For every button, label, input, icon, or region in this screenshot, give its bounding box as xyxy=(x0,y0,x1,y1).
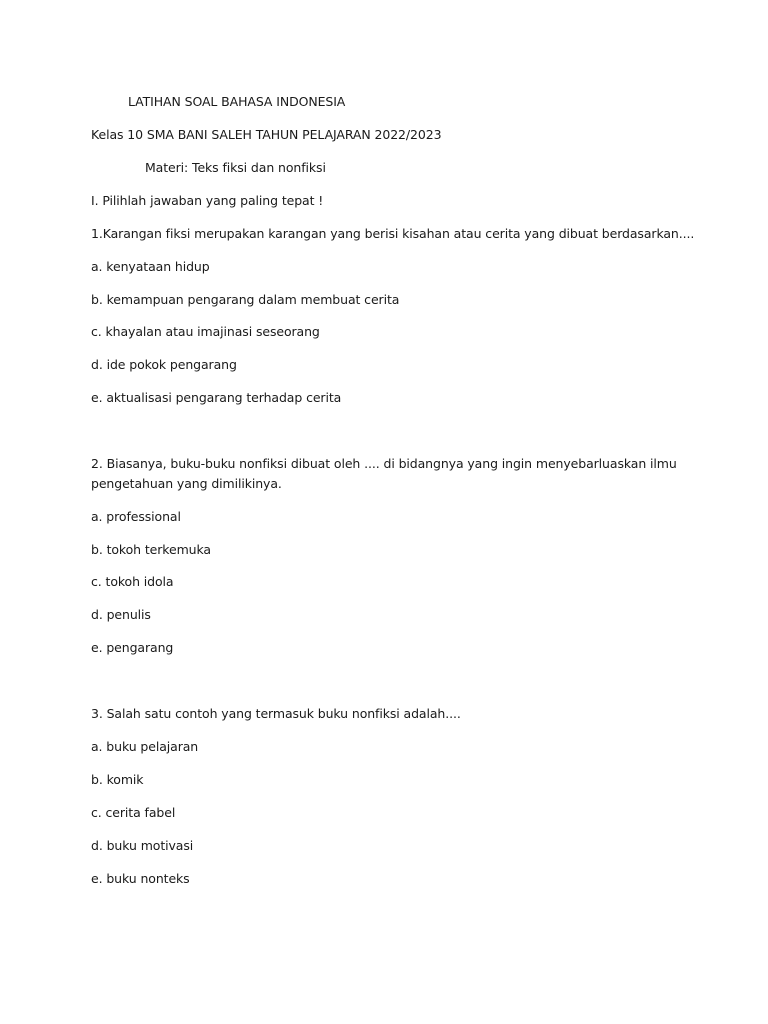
question-1-option-a: a. kenyataan hidup xyxy=(91,259,210,274)
question-2-option-c: c. tokoh idola xyxy=(91,574,174,589)
question-3-text: 3. Salah satu contoh yang termasuk buku nonfiksi adalah.... xyxy=(91,706,461,721)
class-info: Kelas 10 SMA BANI SALEH TAHUN PELAJARAN 2022/2023 xyxy=(91,127,442,142)
question-3-option-a: a. buku pelajaran xyxy=(91,739,199,754)
material-info: Materi: Teks fiksi dan nonfiksi xyxy=(145,160,326,175)
question-3-option-d: d. buku motivasi xyxy=(91,838,194,853)
question-2-option-a: a. professional xyxy=(91,509,181,524)
instruction: I. Pilihlah jawaban yang paling tepat ! xyxy=(91,193,324,208)
question-1-option-c: c. khayalan atau imajinasi seseorang xyxy=(91,324,320,339)
question-3-option-c: c. cerita fabel xyxy=(91,805,176,820)
question-2-option-e: e. pengarang xyxy=(91,640,174,655)
question-2-option-d: d. penulis xyxy=(91,607,151,622)
question-2-text-line2: pengetahuan yang dimilikinya. xyxy=(91,476,282,491)
question-1-option-b: b. kemampuan pengarang dalam membuat cerita xyxy=(91,292,400,307)
question-3-option-b: b. komik xyxy=(91,772,144,787)
document-title: LATIHAN SOAL BAHASA INDONESIA xyxy=(128,94,346,109)
question-2-option-b: b. tokoh terkemuka xyxy=(91,542,211,557)
question-3-option-e: e. buku nonteks xyxy=(91,871,190,886)
question-1-option-e: e. aktualisasi pengarang terhadap cerita xyxy=(91,390,342,405)
question-1-option-d: d. ide pokok pengarang xyxy=(91,357,237,372)
question-2-text-line1: 2. Biasanya, buku-buku nonfiksi dibuat oleh .... di bidangnya yang ingin menyebarluaskan ilmu xyxy=(91,456,677,471)
question-1-text: 1.Karangan fiksi merupakan karangan yang berisi kisahan atau cerita yang dibuat berdasarkan.... xyxy=(91,226,695,241)
